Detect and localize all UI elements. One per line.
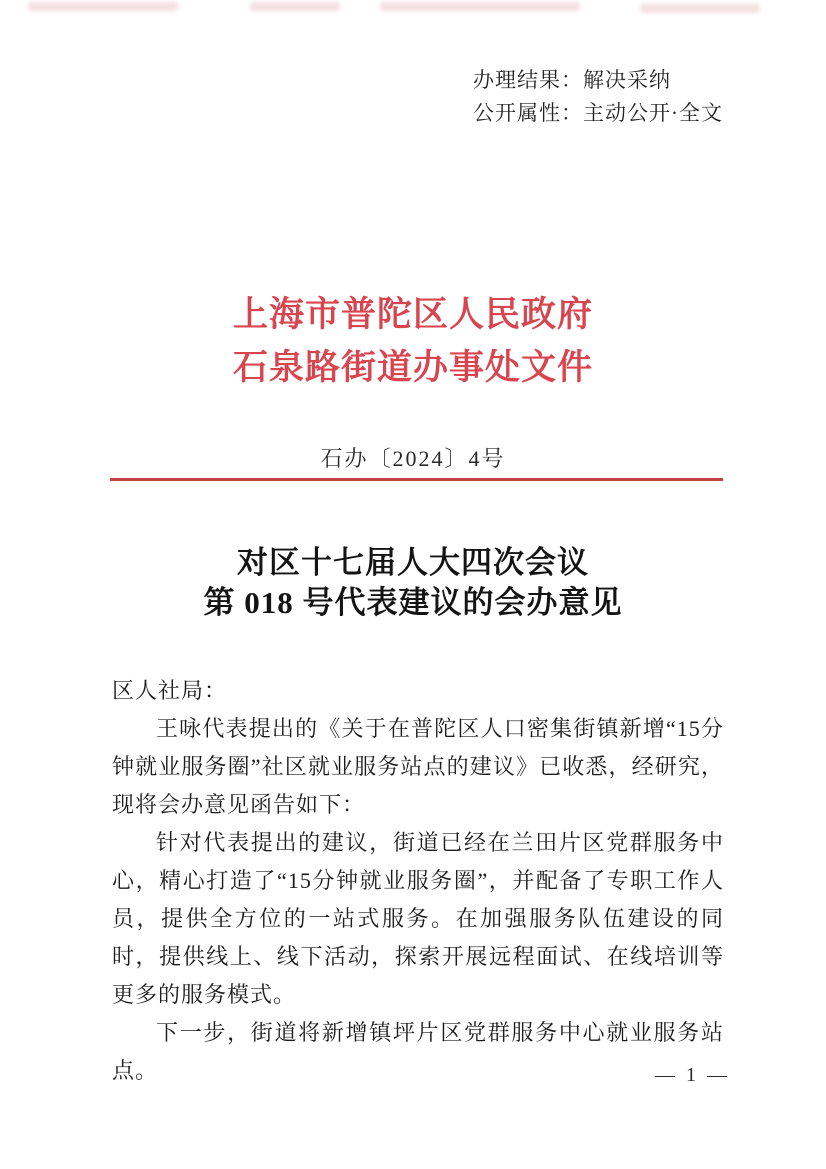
processing-meta-block <box>473 64 723 130</box>
document-title-line2: 第 018 号代表建议的会办意见 <box>203 585 623 620</box>
page-number: — 1 — <box>655 1064 730 1086</box>
salutation: 区人社局： <box>112 678 228 703</box>
body-paragraph: 下一步，街道将新增镇坪片区党群服务中心就业服务站点。 <box>112 1020 724 1083</box>
body-paragraph: 王咏代表提出的《关于在普陀区人口密集街镇新增“15分钟就业服务圈”社区就业服务站点的建议》已收悉，经研究，现将会办意见函告如下： <box>112 716 724 817</box>
issuing-authority-line2: 石泉路街道办事处文件 <box>232 348 593 387</box>
body-paragraph: 针对代表提出的建议，街道已经在兰田片区党群服务中心，精心打造了“15分钟就业服务圈”，并配备了专职工作人员，提供全方位的一站式服务。在加强服务队伍建设的同时，提供线上、线下活动，探索开展远程面试、在线培训等更多的服务模式。 <box>112 830 724 1007</box>
issuing-authority-line1: 上海市普陀区人民政府 <box>232 295 593 334</box>
document-title <box>0 543 826 623</box>
publicity-attribute-line: 公开属性：主动公开·全文 <box>473 101 723 125</box>
document-title-line1: 对区十七届人大四次会议 <box>237 545 589 580</box>
scan-bleed-artifact <box>28 2 178 11</box>
letterhead-title <box>0 288 826 394</box>
document-body <box>112 672 724 1090</box>
processing-result-line: 办理结果：解决采纳 <box>473 68 671 92</box>
document-number: 石办〔2024〕4号 <box>320 446 506 471</box>
scan-bleed-artifact <box>380 2 580 11</box>
scan-bleed-artifact <box>640 4 760 13</box>
scan-bleed-artifact <box>250 2 340 11</box>
red-divider-line <box>110 478 723 481</box>
